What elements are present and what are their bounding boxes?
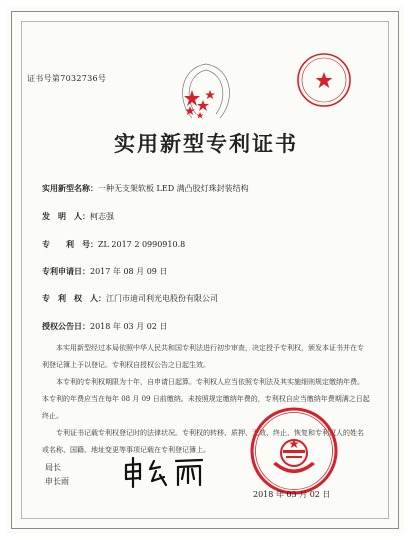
patent-number-value: ZL 2017 2 0990910.8	[98, 240, 186, 249]
director-signature	[120, 455, 210, 489]
patentee-label: 专 利 权 人：	[42, 293, 106, 303]
issue-date: 2018 年 03 月 02 日	[253, 490, 331, 499]
certificate-number: 证书号第7032736号	[27, 74, 107, 83]
grant-date-label: 授权公告日：	[42, 321, 90, 331]
utility-model-name-value: 一种无支架软板 LED 满凸胶灯珠封装结构	[98, 184, 249, 193]
grant-date-row	[42, 321, 167, 332]
patentee-row	[42, 293, 218, 304]
body-paragraph: 本实用新型经过本局依照中华人民共和国专利法进行初步审查，决定授予专利权，颁发本证书并在专利登记簿上予以登记。专利权自授权公告之日起生效。	[42, 344, 364, 369]
filing-date-label: 专利申请日：	[42, 266, 90, 276]
certificate-title: 实用新型专利证书	[114, 131, 298, 156]
filing-date-value: 2017 年 08 月 09 日	[90, 267, 168, 276]
utility-model-name-row	[42, 183, 249, 194]
patent-number-row	[42, 239, 185, 250]
inventor-value: 柯志强	[90, 212, 114, 221]
inventor-row	[42, 211, 114, 222]
body-paragraph: 专利证书记载专利权登记时的法律状况。专利权的转移、质押、无效、终止、恢复和专利权人的姓名或名称、国籍、地址变更等事项记载在专利登记簿上。	[42, 429, 364, 454]
body-paragraph: 本专利的专利权期限为十年，自申请日起算。专利权人应当依照专利法及其实施细则规定缴纳年费。本专利的年费应当在每年 08 月 09 日前缴纳。未按照规定缴纳年费的，专利权自应当缴纳年费期满之日起终止。	[42, 378, 370, 420]
inventor-label: 发 明 人：	[42, 211, 90, 221]
director-title: 局长	[45, 463, 61, 472]
national-emblem-stars-icon	[170, 60, 242, 122]
filing-date-row	[42, 266, 167, 277]
patentee-value: 江门市迪司利光电股份有限公司	[106, 294, 218, 303]
official-seal	[249, 406, 339, 496]
printing-office-stamp	[296, 52, 352, 108]
director-name: 申长雨	[45, 477, 69, 486]
utility-model-name-label: 实用新型名称：	[42, 183, 98, 193]
grant-date-value: 2018 年 03 月 02 日	[90, 322, 168, 331]
patent-number-label: 专 利 号：	[42, 239, 98, 249]
